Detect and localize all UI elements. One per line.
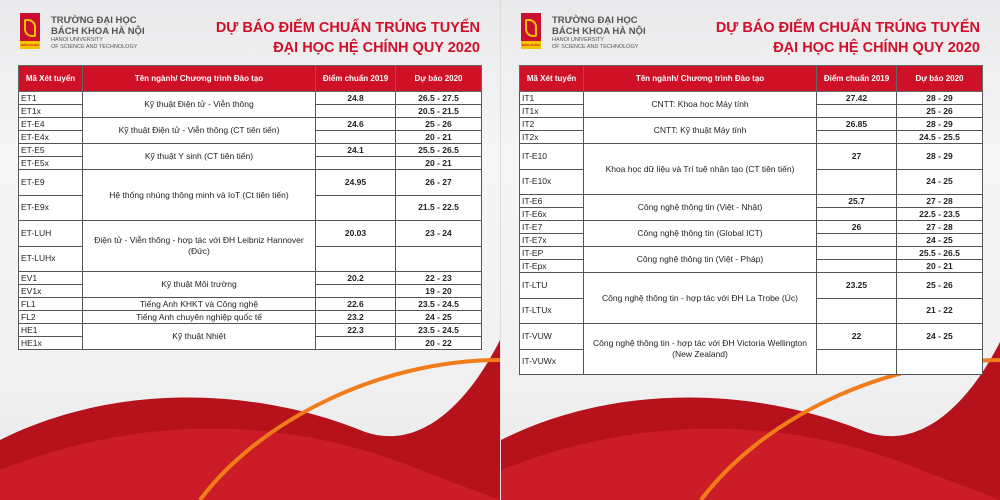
uni-line: HANOI UNIVERSITY (51, 37, 103, 43)
program-name: Công nghệ thông tin (Global ICT) (584, 221, 817, 247)
table-row (19, 118, 482, 131)
admission-code: IT-VUW (520, 324, 584, 350)
score-2019: 25.7 (817, 195, 897, 208)
forecast-2020: 24 - 25 (897, 169, 983, 195)
forecast-2020: 22.5 - 23.5 (897, 208, 983, 221)
score-2019: 26.85 (817, 118, 897, 131)
forecast-2020: 24.5 - 25.5 (897, 131, 983, 144)
score-2019 (316, 285, 396, 298)
score-2019: 23.2 (316, 311, 396, 324)
page-title: DỰ BÁO ĐIỂM CHUẨN TRÚNG TUYỂN ĐẠI HỌC HỆ CHÍNH QUY 2020 (215, 20, 480, 56)
score-2019 (316, 157, 396, 170)
admission-code: ET-E9x (19, 195, 83, 221)
score-table (18, 65, 482, 350)
col-header-2020: Dự báo 2020 (897, 66, 983, 92)
table-row (19, 144, 482, 157)
table-row (520, 273, 983, 299)
table-row (19, 298, 482, 311)
uni-line: OF SCIENCE AND TECHNOLOGY (552, 44, 639, 50)
score-2019 (817, 298, 897, 324)
forecast-2020: 20 - 21 (897, 260, 983, 273)
forecast-2020: 25 - 26 (396, 118, 482, 131)
forecast-2020: 23.5 - 24.5 (396, 324, 482, 337)
col-header-code: Mã Xét tuyển (19, 66, 83, 92)
score-2019 (817, 260, 897, 273)
table-row (520, 247, 983, 260)
forecast-2020: 25.5 - 26.5 (396, 144, 482, 157)
score-2019: 24.95 (316, 170, 396, 196)
admission-code: IT2x (520, 131, 584, 144)
admission-code: ET-LUHx (19, 246, 83, 272)
col-header-2019: Điểm chuẩn 2019 (817, 66, 897, 92)
program-name: CNTT: Kỹ thuật Máy tính (584, 118, 817, 144)
admission-code: IT-E7 (520, 221, 584, 234)
program-name: Công nghệ thông tin - hợp tác với ĐH La Trobe (Úc) (584, 273, 817, 324)
score-2019 (817, 131, 897, 144)
forecast-2020: 20.5 - 21.5 (396, 105, 482, 118)
score-2019: 27.42 (817, 92, 897, 105)
forecast-2020: 26 - 27 (396, 170, 482, 196)
uni-line: BÁCH KHOA HÀ NỘI (552, 26, 646, 37)
score-2019: 20.03 (316, 221, 396, 247)
col-header-name: Tên ngành/ Chương trình Đào tạo (584, 66, 817, 92)
forecast-2020: 28 - 29 (897, 144, 983, 170)
forecast-2020: 27 - 28 (897, 221, 983, 234)
program-name: Kỹ thuật Môi trường (83, 272, 316, 298)
forecast-2020: 20 - 21 (396, 157, 482, 170)
forecast-2020: 28 - 29 (897, 118, 983, 131)
admission-code: IT-LTU (520, 273, 584, 299)
admission-code: IT-EP (520, 247, 584, 260)
score-2019 (316, 195, 396, 221)
admission-code: IT-E10 (520, 144, 584, 170)
program-name: Khoa học dữ liệu và Trí tuệ nhân tạo (CT tiên tiến) (584, 144, 817, 195)
score-2019 (817, 208, 897, 221)
university-logo: BÁCH KHOA (521, 13, 541, 49)
table-row (19, 272, 482, 285)
forecast-2020: 24 - 25 (897, 234, 983, 247)
score-2019 (316, 131, 396, 144)
forecast-2020: 26.5 - 27.5 (396, 92, 482, 105)
score-table (519, 65, 983, 375)
admission-code: IT2 (520, 118, 584, 131)
score-2019: 27 (817, 144, 897, 170)
table-row (520, 324, 983, 350)
score-2019: 20.2 (316, 272, 396, 285)
score-2019 (817, 234, 897, 247)
poster-right (500, 0, 1000, 500)
admission-code: ET1x (19, 105, 83, 118)
admission-code: EV1 (19, 272, 83, 285)
admission-code: ET-E5x (19, 157, 83, 170)
uni-line: TRƯỜNG ĐẠI HỌC (552, 15, 638, 26)
admission-code: IT-Epx (520, 260, 584, 273)
admission-code: IT-E6 (520, 195, 584, 208)
uni-line: TRƯỜNG ĐẠI HỌC (51, 15, 137, 26)
admission-code: HE1x (19, 337, 83, 350)
forecast-2020: 25.5 - 26.5 (897, 247, 983, 260)
admission-code: FL1 (19, 298, 83, 311)
forecast-2020: 19 - 20 (396, 285, 482, 298)
program-name: Kỹ thuật Nhiệt (83, 324, 316, 350)
admission-code: ET-E5 (19, 144, 83, 157)
col-header-name: Tên ngành/ Chương trình Đào tạo (83, 66, 316, 92)
admission-code: IT1 (520, 92, 584, 105)
score-2019 (817, 349, 897, 375)
forecast-2020: 22 - 23 (396, 272, 482, 285)
score-2019 (316, 105, 396, 118)
table-row (19, 170, 482, 196)
score-2019 (316, 246, 396, 272)
admission-code: HE1 (19, 324, 83, 337)
score-2019 (817, 247, 897, 260)
table-row (520, 118, 983, 131)
uni-line: BÁCH KHOA HÀ NỘI (51, 26, 145, 37)
forecast-2020: 21 - 22 (897, 298, 983, 324)
table-row (19, 221, 482, 247)
uni-line: HANOI UNIVERSITY (552, 37, 604, 43)
score-2019: 26 (817, 221, 897, 234)
forecast-2020: 24 - 25 (897, 324, 983, 350)
forecast-2020: 24 - 25 (396, 311, 482, 324)
program-name: Kỹ thuật Điện tử - Viễn thông (83, 92, 316, 118)
admission-code: FL2 (19, 311, 83, 324)
table-row (19, 324, 482, 337)
forecast-2020: 23.5 - 24.5 (396, 298, 482, 311)
admission-code: IT-VUWx (520, 349, 584, 375)
page-title: DỰ BÁO ĐIỂM CHUẨN TRÚNG TUYỂN ĐẠI HỌC HỆ CHÍNH QUY 2020 (715, 20, 980, 56)
score-2019: 22 (817, 324, 897, 350)
admission-code: IT-E6x (520, 208, 584, 221)
uni-line: OF SCIENCE AND TECHNOLOGY (51, 44, 138, 50)
program-name: Hệ thống nhúng thông minh và IoT (Ct tiên tiến) (83, 170, 316, 221)
admission-code: ET1 (19, 92, 83, 105)
forecast-2020: 23 - 24 (396, 221, 482, 247)
university-logo: BÁCH KHOA (20, 13, 40, 49)
forecast-2020: 27 - 28 (897, 195, 983, 208)
admission-code: ET-E4 (19, 118, 83, 131)
forecast-2020 (396, 246, 482, 272)
admission-code: EV1x (19, 285, 83, 298)
score-2019: 24.1 (316, 144, 396, 157)
university-name (552, 15, 646, 51)
score-2019: 22.3 (316, 324, 396, 337)
score-2019: 24.6 (316, 118, 396, 131)
table-row (520, 221, 983, 234)
col-header-code: Mã Xét tuyển (520, 66, 584, 92)
program-name: Tiếng Anh KHKT và Công nghệ (83, 298, 316, 311)
forecast-2020: 20 - 22 (396, 337, 482, 350)
university-name (51, 15, 145, 51)
table-row (19, 311, 482, 324)
forecast-2020: 20 - 21 (396, 131, 482, 144)
score-2019 (316, 337, 396, 350)
forecast-2020: 25 - 26 (897, 273, 983, 299)
program-name: Công nghệ thông tin (Việt - Pháp) (584, 247, 817, 273)
forecast-2020: 25 - 26 (897, 105, 983, 118)
score-2019: 22.6 (316, 298, 396, 311)
program-name: Công nghệ thông tin (Việt - Nhật) (584, 195, 817, 221)
admission-code: IT1x (520, 105, 584, 118)
program-name: Kỹ thuật Y sinh (CT tiên tiến) (83, 144, 316, 170)
admission-code: ET-E4x (19, 131, 83, 144)
score-2019 (817, 105, 897, 118)
score-2019 (817, 169, 897, 195)
program-name: Kỹ thuật Điện tử - Viễn thông (CT tiên tiến) (83, 118, 316, 144)
admission-code: ET-LUH (19, 221, 83, 247)
forecast-2020: 28 - 29 (897, 92, 983, 105)
col-header-2020: Dự báo 2020 (396, 66, 482, 92)
col-header-2019: Điểm chuẩn 2019 (316, 66, 396, 92)
program-name: Công nghệ thông tin - hợp tác với ĐH Victoria Wellington (New Zealand) (584, 324, 817, 375)
forecast-2020: 21.5 - 22.5 (396, 195, 482, 221)
table-row (19, 92, 482, 105)
program-name: CNTT: Khoa học Máy tính (584, 92, 817, 118)
forecast-2020 (897, 349, 983, 375)
table-row (520, 144, 983, 170)
admission-code: ET-E9 (19, 170, 83, 196)
table-row (520, 195, 983, 208)
program-name: Điện tử - Viễn thông - hợp tác với ĐH Leibniz Hannover (Đức) (83, 221, 316, 272)
admission-code: IT-E7x (520, 234, 584, 247)
program-name: Tiếng Anh chuyên nghiệp quốc tế (83, 311, 316, 324)
table-row (520, 92, 983, 105)
admission-code: IT-E10x (520, 169, 584, 195)
admission-code: IT-LTUx (520, 298, 584, 324)
score-2019: 24.8 (316, 92, 396, 105)
score-2019: 23.25 (817, 273, 897, 299)
